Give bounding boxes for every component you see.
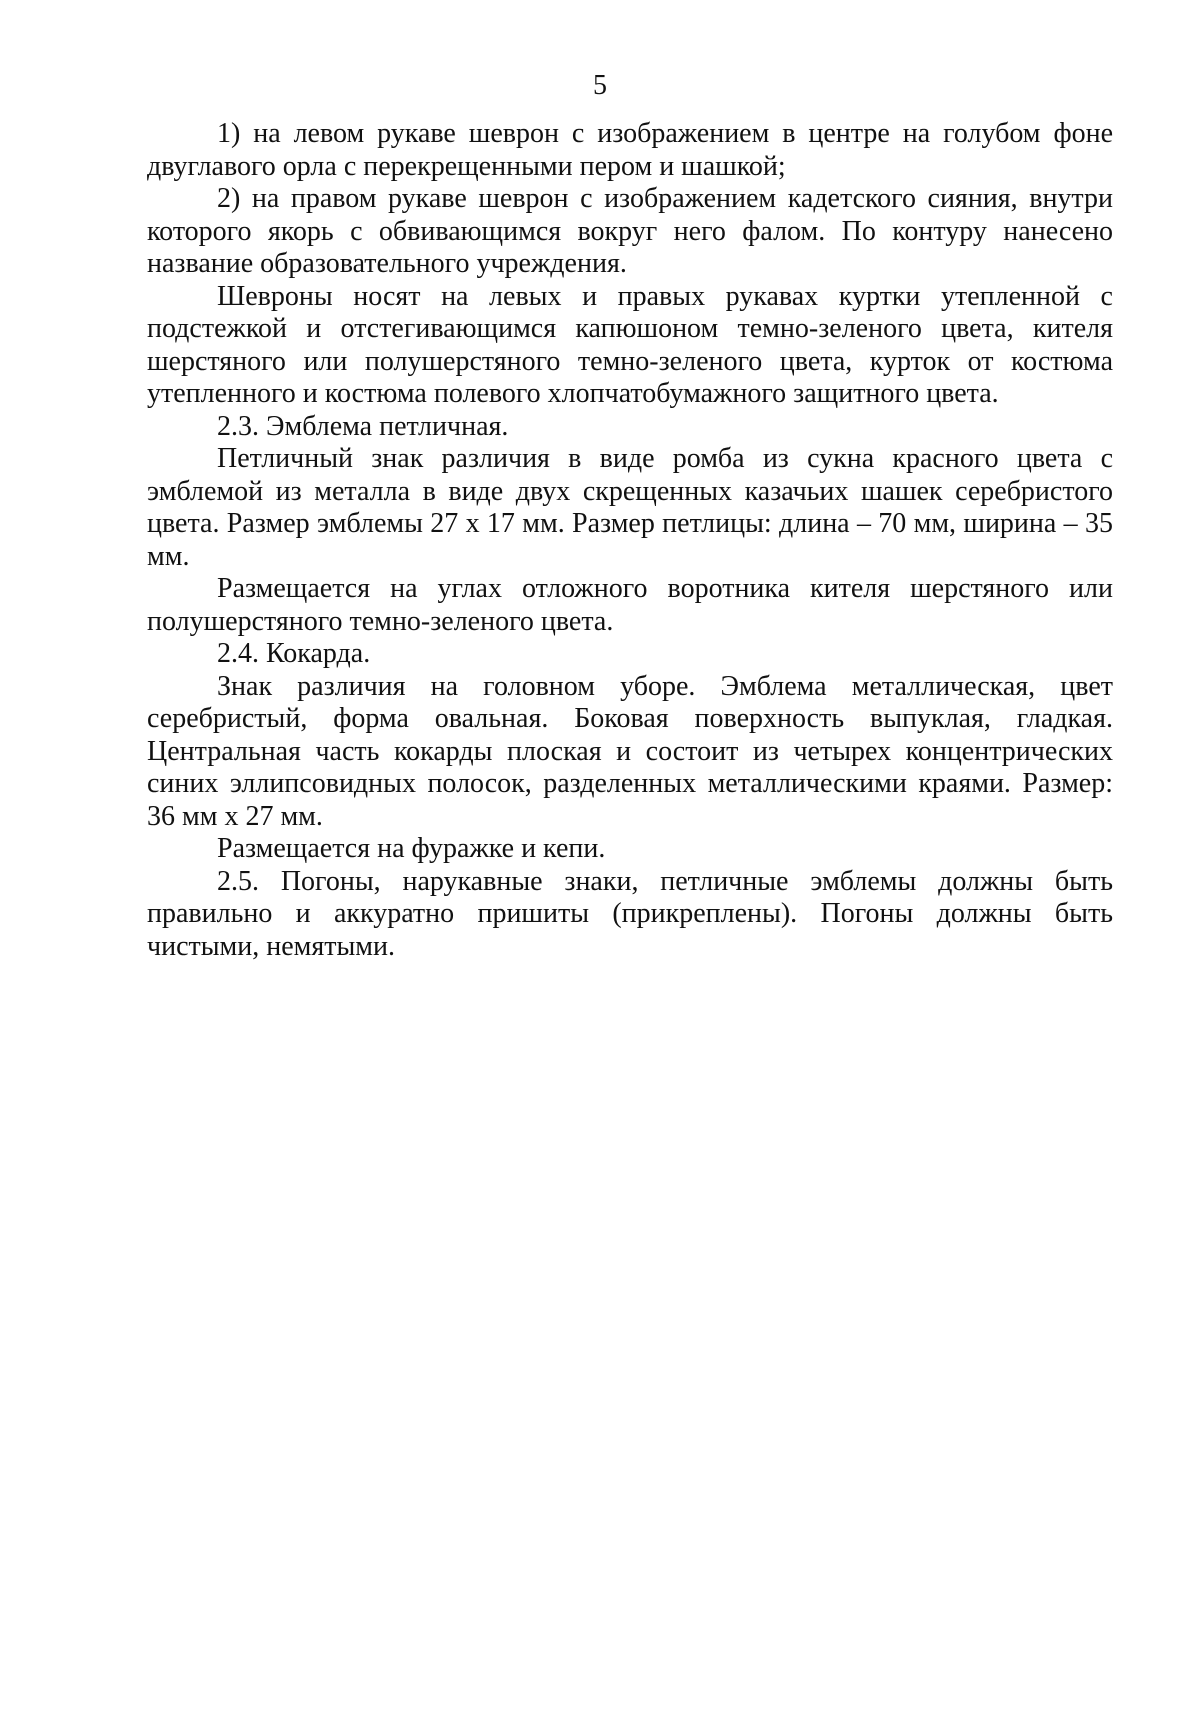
paragraph-cockade-placement: Размещается на фуражке и кепи. <box>217 833 606 864</box>
section-heading-collar-emblem: 2.3. Эмблема петличная. <box>217 410 509 442</box>
paragraph-cockade-description: Знак различия на головном уборе. Эмблема металлическая, цвет серебристый, форма овальная. Боковая поверхность выпуклая, гладкая. Центральная часть кокарды плоская и состоит из четырех концентрических синих эллипсовидных полосок, разделенных металлическими краями. Размер: 36 мм х 27 мм. <box>147 670 1113 832</box>
paragraph-insignia-requirements: 2.5. Погоны, нарукавные знаки, петличные эмблемы должны быть правильно и аккуратно пришиты (прикреплены). Погоны должны быть чистыми, немятыми. <box>147 865 1113 962</box>
page-number: 5 <box>593 70 607 101</box>
section-heading-cockade: 2.4. Кокарда. <box>217 638 371 669</box>
paragraph-right-sleeve-chevron: 2) на правом рукаве шеврон с изображением кадетского сияния, внутри которого якорь с обвивающимся вокруг него фалом. По контуру нанесено название образовательного учреждения. <box>147 183 1113 279</box>
document-body <box>147 118 1113 963</box>
paragraph-collar-emblem-description: Петличный знак различия в виде ромба из сукна красного цвета с эмблемой из металла в виде двух скрещенных казачьих шашек серебристого цвета. Размер эмблемы 27 х 17 мм. Размер петлицы: длина – 70 мм, ширина – 35 мм. <box>147 443 1113 572</box>
paragraph-chevron-wearing: Шевроны носят на левых и правых рукавах куртки утепленной с подстежкой и отстегивающимся капюшоном темно-зеленого цвета, кителя шерстяного или полушерстяного темно-зеленого цвета, курток от костюма утепленного и костюма полевого хлопчатобумажного защитного цвета. <box>147 280 1113 409</box>
paragraph-left-sleeve-chevron: 1) на левом рукаве шеврон с изображением в центре на голубом фоне двуглавого орла с перекрещенными пером и шашкой; <box>147 118 1113 182</box>
paragraph-collar-emblem-placement: Размещается на углах отложного воротника кителя шерстяного или полушерстяного темно-зеленого цвета. <box>147 573 1113 637</box>
